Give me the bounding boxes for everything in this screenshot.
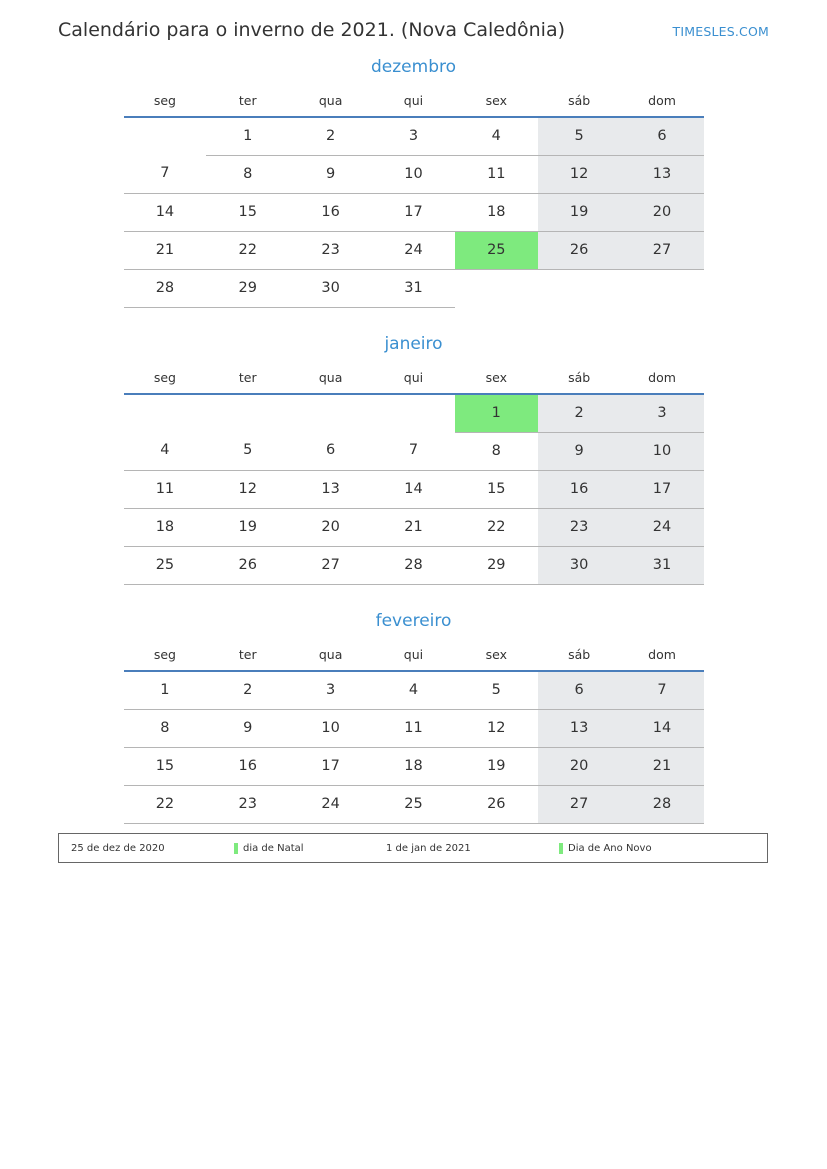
brand-logo: TIMESLES.COM bbox=[672, 24, 769, 39]
week-row bbox=[124, 671, 704, 710]
weekday-header: qui bbox=[372, 641, 455, 671]
month-block bbox=[124, 57, 704, 322]
day-cell[interactable]: 16 bbox=[289, 193, 372, 231]
month-table bbox=[124, 364, 704, 585]
empty-day-cell bbox=[621, 269, 704, 307]
weekday-header: qui bbox=[372, 87, 455, 117]
day-cell[interactable]: 22 bbox=[455, 508, 538, 546]
week-row bbox=[124, 231, 704, 269]
weekend-day-cell[interactable]: 2 bbox=[538, 394, 621, 433]
week-row bbox=[124, 546, 704, 584]
day-cell[interactable]: 9 bbox=[289, 155, 372, 193]
day-cell[interactable]: 10 bbox=[289, 709, 372, 747]
day-cell[interactable]: 18 bbox=[372, 747, 455, 785]
week-row bbox=[124, 193, 704, 231]
day-cell[interactable]: 18 bbox=[124, 508, 207, 546]
weekday-header: sex bbox=[455, 641, 538, 671]
weekday-header: dom bbox=[621, 87, 704, 117]
day-cell[interactable]: 4 bbox=[455, 117, 538, 156]
day-cell[interactable]: 13 bbox=[289, 470, 372, 508]
day-cell[interactable]: 25 bbox=[372, 785, 455, 823]
month-title: dezembro bbox=[371, 56, 456, 77]
weekend-day-cell[interactable]: 30 bbox=[538, 546, 621, 584]
day-cell[interactable]: 7 bbox=[124, 155, 207, 193]
day-cell[interactable]: 22 bbox=[124, 785, 207, 823]
day-cell[interactable]: 26 bbox=[455, 785, 538, 823]
week-row bbox=[124, 508, 704, 546]
day-cell[interactable]: 8 bbox=[206, 155, 289, 193]
day-cell[interactable]: 17 bbox=[289, 747, 372, 785]
day-cell[interactable]: 7 bbox=[372, 432, 455, 470]
legend-date-text: 25 de dez de 2020 bbox=[71, 842, 165, 854]
weekday-header: qua bbox=[289, 364, 372, 394]
legend-entry bbox=[559, 843, 699, 854]
weekend-day-cell[interactable]: 6 bbox=[621, 117, 704, 156]
day-cell[interactable]: 9 bbox=[206, 709, 289, 747]
day-cell[interactable]: 26 bbox=[206, 546, 289, 584]
weekend-day-cell[interactable]: 19 bbox=[538, 193, 621, 231]
weekend-day-cell[interactable]: 20 bbox=[621, 193, 704, 231]
day-cell[interactable]: 31 bbox=[372, 269, 455, 307]
day-cell[interactable]: 25 bbox=[124, 546, 207, 584]
week-row bbox=[124, 432, 704, 470]
month-block bbox=[124, 611, 704, 838]
empty-day-cell bbox=[372, 394, 455, 433]
holiday-day-cell[interactable]: 1 bbox=[455, 394, 538, 433]
day-cell[interactable]: 8 bbox=[455, 432, 538, 470]
day-cell[interactable]: 12 bbox=[455, 709, 538, 747]
weekday-header: seg bbox=[124, 364, 207, 394]
day-cell[interactable]: 22 bbox=[206, 231, 289, 269]
weekend-day-cell[interactable]: 13 bbox=[621, 155, 704, 193]
day-cell[interactable]: 4 bbox=[124, 432, 207, 470]
day-cell[interactable]: 23 bbox=[206, 785, 289, 823]
day-cell[interactable]: 5 bbox=[455, 671, 538, 710]
day-cell[interactable]: 3 bbox=[372, 117, 455, 156]
weekday-header: sex bbox=[455, 87, 538, 117]
day-cell[interactable]: 1 bbox=[206, 117, 289, 156]
day-cell[interactable]: 15 bbox=[206, 193, 289, 231]
legend-label-text: Dia de Ano Novo bbox=[568, 842, 652, 854]
month-title: janeiro bbox=[384, 333, 443, 354]
weekend-day-cell[interactable]: 27 bbox=[538, 785, 621, 823]
day-cell[interactable]: 29 bbox=[206, 269, 289, 307]
weekend-day-cell[interactable]: 7 bbox=[621, 671, 704, 710]
empty-day-cell bbox=[206, 394, 289, 433]
month-title: fevereiro bbox=[375, 610, 452, 631]
day-cell[interactable]: 14 bbox=[372, 470, 455, 508]
page-title: Calendário para o inverno de 2021. (Nova Caledônia) bbox=[58, 19, 566, 41]
weekday-header: seg bbox=[124, 641, 207, 671]
weekend-day-cell[interactable]: 23 bbox=[538, 508, 621, 546]
months-container bbox=[0, 57, 827, 838]
legend-date bbox=[59, 843, 234, 854]
holiday-day-cell[interactable]: 25 bbox=[455, 231, 538, 269]
day-cell[interactable]: 2 bbox=[289, 117, 372, 156]
weekday-header: qua bbox=[289, 641, 372, 671]
day-cell[interactable]: 10 bbox=[372, 155, 455, 193]
page-header bbox=[0, 0, 827, 43]
weekday-header: sáb bbox=[538, 364, 621, 394]
weekday-header-row bbox=[124, 641, 704, 671]
weekend-day-cell[interactable]: 21 bbox=[621, 747, 704, 785]
empty-day-cell bbox=[124, 117, 207, 156]
day-cell[interactable]: 6 bbox=[289, 432, 372, 470]
week-row bbox=[124, 709, 704, 747]
week-row bbox=[124, 394, 704, 433]
empty-day-cell bbox=[538, 269, 621, 307]
week-row bbox=[124, 747, 704, 785]
day-cell[interactable]: 11 bbox=[124, 470, 207, 508]
month-table bbox=[124, 641, 704, 824]
day-cell[interactable]: 8 bbox=[124, 709, 207, 747]
weekday-header: ter bbox=[206, 641, 289, 671]
weekend-day-cell[interactable]: 16 bbox=[538, 470, 621, 508]
weekend-day-cell[interactable]: 28 bbox=[621, 785, 704, 823]
day-cell[interactable]: 12 bbox=[206, 470, 289, 508]
weekend-day-cell[interactable]: 10 bbox=[621, 432, 704, 470]
day-cell[interactable]: 3 bbox=[289, 671, 372, 710]
day-cell[interactable]: 30 bbox=[289, 269, 372, 307]
empty-day-cell bbox=[124, 394, 207, 433]
month-table bbox=[124, 87, 704, 308]
week-row bbox=[124, 117, 704, 156]
legend-entry bbox=[234, 843, 374, 854]
holiday-color-swatch bbox=[559, 843, 563, 854]
day-cell[interactable]: 11 bbox=[372, 709, 455, 747]
month-block bbox=[124, 334, 704, 599]
weekend-day-cell[interactable]: 20 bbox=[538, 747, 621, 785]
weekend-day-cell[interactable]: 13 bbox=[538, 709, 621, 747]
weekend-day-cell[interactable]: 12 bbox=[538, 155, 621, 193]
day-cell[interactable]: 18 bbox=[455, 193, 538, 231]
legend-label-text: dia de Natal bbox=[243, 842, 304, 854]
legend-date bbox=[374, 843, 559, 854]
day-cell[interactable]: 11 bbox=[455, 155, 538, 193]
weekday-header: qua bbox=[289, 87, 372, 117]
weekday-header-row bbox=[124, 87, 704, 117]
weekend-day-cell[interactable]: 9 bbox=[538, 432, 621, 470]
day-cell[interactable]: 21 bbox=[124, 231, 207, 269]
week-row bbox=[124, 470, 704, 508]
day-cell[interactable]: 17 bbox=[372, 193, 455, 231]
day-cell[interactable]: 19 bbox=[455, 747, 538, 785]
weekend-day-cell[interactable]: 24 bbox=[621, 508, 704, 546]
legend-bar bbox=[58, 833, 768, 863]
holiday-color-swatch bbox=[234, 843, 238, 854]
week-row bbox=[124, 155, 704, 193]
weekday-header-row bbox=[124, 364, 704, 394]
weekday-header: sex bbox=[455, 364, 538, 394]
day-cell[interactable]: 28 bbox=[372, 546, 455, 584]
week-row bbox=[124, 785, 704, 823]
day-cell[interactable]: 19 bbox=[206, 508, 289, 546]
day-cell[interactable]: 4 bbox=[372, 671, 455, 710]
day-cell[interactable]: 21 bbox=[372, 508, 455, 546]
weekend-day-cell[interactable]: 6 bbox=[538, 671, 621, 710]
day-cell[interactable]: 20 bbox=[289, 508, 372, 546]
day-cell[interactable]: 27 bbox=[289, 546, 372, 584]
weekday-header: seg bbox=[124, 87, 207, 117]
weekend-day-cell[interactable]: 5 bbox=[538, 117, 621, 156]
weekend-day-cell[interactable]: 3 bbox=[621, 394, 704, 433]
weekday-header: ter bbox=[206, 364, 289, 394]
day-cell[interactable]: 16 bbox=[206, 747, 289, 785]
day-cell[interactable]: 24 bbox=[372, 231, 455, 269]
weekday-header: ter bbox=[206, 87, 289, 117]
day-cell[interactable]: 15 bbox=[124, 747, 207, 785]
day-cell[interactable]: 14 bbox=[124, 193, 207, 231]
weekend-day-cell[interactable]: 27 bbox=[621, 231, 704, 269]
day-cell[interactable]: 23 bbox=[289, 231, 372, 269]
weekday-header: qui bbox=[372, 364, 455, 394]
weekend-day-cell[interactable]: 14 bbox=[621, 709, 704, 747]
empty-day-cell bbox=[455, 269, 538, 307]
week-row bbox=[124, 269, 704, 307]
weekday-header: sáb bbox=[538, 87, 621, 117]
legend-date-text: 1 de jan de 2021 bbox=[386, 842, 471, 854]
weekend-day-cell[interactable]: 31 bbox=[621, 546, 704, 584]
weekend-day-cell[interactable]: 26 bbox=[538, 231, 621, 269]
day-cell[interactable]: 28 bbox=[124, 269, 207, 307]
day-cell[interactable]: 1 bbox=[124, 671, 207, 710]
day-cell[interactable]: 29 bbox=[455, 546, 538, 584]
weekday-header: dom bbox=[621, 364, 704, 394]
weekday-header: dom bbox=[621, 641, 704, 671]
weekday-header: sáb bbox=[538, 641, 621, 671]
day-cell[interactable]: 15 bbox=[455, 470, 538, 508]
weekend-day-cell[interactable]: 17 bbox=[621, 470, 704, 508]
day-cell[interactable]: 24 bbox=[289, 785, 372, 823]
empty-day-cell bbox=[289, 394, 372, 433]
day-cell[interactable]: 5 bbox=[206, 432, 289, 470]
day-cell[interactable]: 2 bbox=[206, 671, 289, 710]
